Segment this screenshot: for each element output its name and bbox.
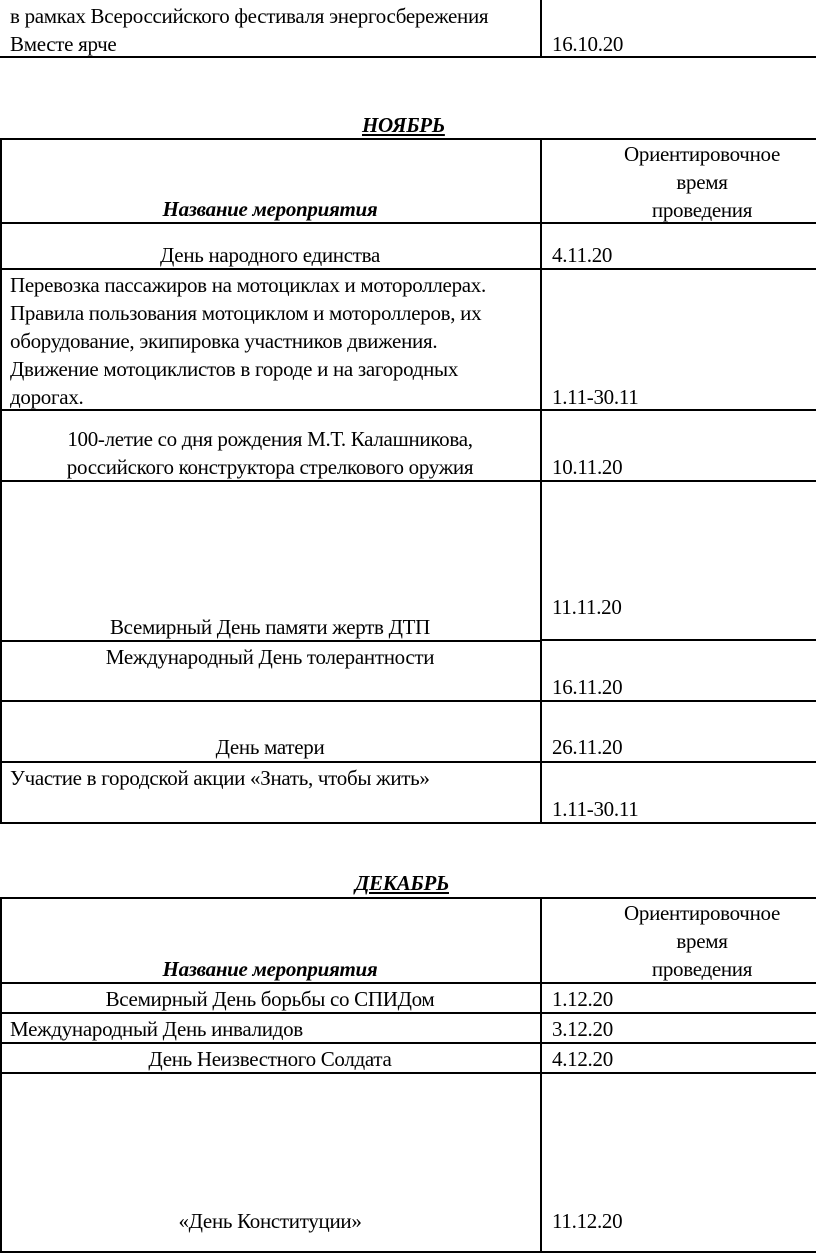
- november-row-1-date: 4.11.20: [552, 243, 613, 267]
- november-row-2-name-l4: Движение мотоциклистов в городе и на загородных: [10, 357, 459, 381]
- november-row-2-name-l1: Перевозка пассажиров на мотоциклах и мотороллерах.: [10, 273, 486, 297]
- december-time-col-header-l1: Ориентировочное: [624, 901, 780, 925]
- november-row-6-date: 26.11.20: [552, 735, 623, 759]
- top-event-line2: Вместе ярче: [10, 32, 117, 56]
- december-row-4-date: 11.12.20: [552, 1209, 623, 1233]
- november-row-5-date: 16.11.20: [552, 675, 623, 699]
- december-time-col-header-l2: время: [676, 929, 728, 953]
- top-event-date: 16.10.20: [552, 32, 624, 56]
- november-row-3-name-l2: российского конструктора стрелкового оружия: [66, 455, 474, 479]
- december-row-4-name: «День Конституции»: [178, 1209, 362, 1233]
- november-row-4-name: Всемирный День памяти жертв ДТП: [109, 615, 431, 639]
- november-time-col-header-l2: время: [676, 170, 728, 194]
- november-row-2-name-l3: оборудование, экипировка участников движения.: [10, 329, 438, 353]
- november-name-col-header: Название мероприятия: [162, 197, 378, 221]
- december-row-1-name: Всемирный День борьбы со СПИДом: [105, 987, 435, 1011]
- november-row-3-date: 10.11.20: [552, 455, 623, 479]
- top-event-line1: в рамках Всероссийского фестиваля энергосбережения: [10, 4, 489, 28]
- november-time-col-header-l1: Ориентировочное: [624, 142, 780, 166]
- november-row-7-name: Участие в городской акции «Знать, чтобы жить»: [10, 766, 430, 790]
- november-row-7-date: 1.11-30.11: [552, 797, 639, 821]
- december-row-1-date: 1.12.20: [552, 987, 613, 1011]
- december-row-2-date: 3.12.20: [552, 1017, 613, 1041]
- december-row-3-date: 4.12.20: [552, 1047, 613, 1071]
- november-row-2-date: 1.11-30.11: [552, 385, 639, 409]
- november-row-1-name: День народного единства: [160, 243, 380, 267]
- november-row-2-name-l5: дорогах.: [10, 385, 84, 409]
- december-name-col-header: Название мероприятия: [162, 957, 378, 981]
- november-time-col-header-l3: проведения: [651, 198, 753, 222]
- november-heading: НОЯБРЬ: [362, 113, 445, 137]
- november-row-6-name: День матери: [215, 735, 325, 759]
- december-row-2-name: Международный День инвалидов: [10, 1017, 303, 1041]
- december-time-col-header-l3: проведения: [651, 957, 753, 981]
- november-row-4-date: 11.11.20: [552, 595, 622, 619]
- november-row-5-name: Международный День толерантности: [105, 645, 435, 669]
- december-row-3-name: День Неизвестного Солдата: [148, 1047, 392, 1071]
- december-heading: ДЕКАБРЬ: [355, 871, 449, 895]
- november-row-2-name-l2: Правила пользования мотоциклом и мотороллеров, их: [10, 301, 482, 325]
- november-row-3-name-l1: 100-летие со дня рождения М.Т. Калашникова,: [67, 427, 473, 451]
